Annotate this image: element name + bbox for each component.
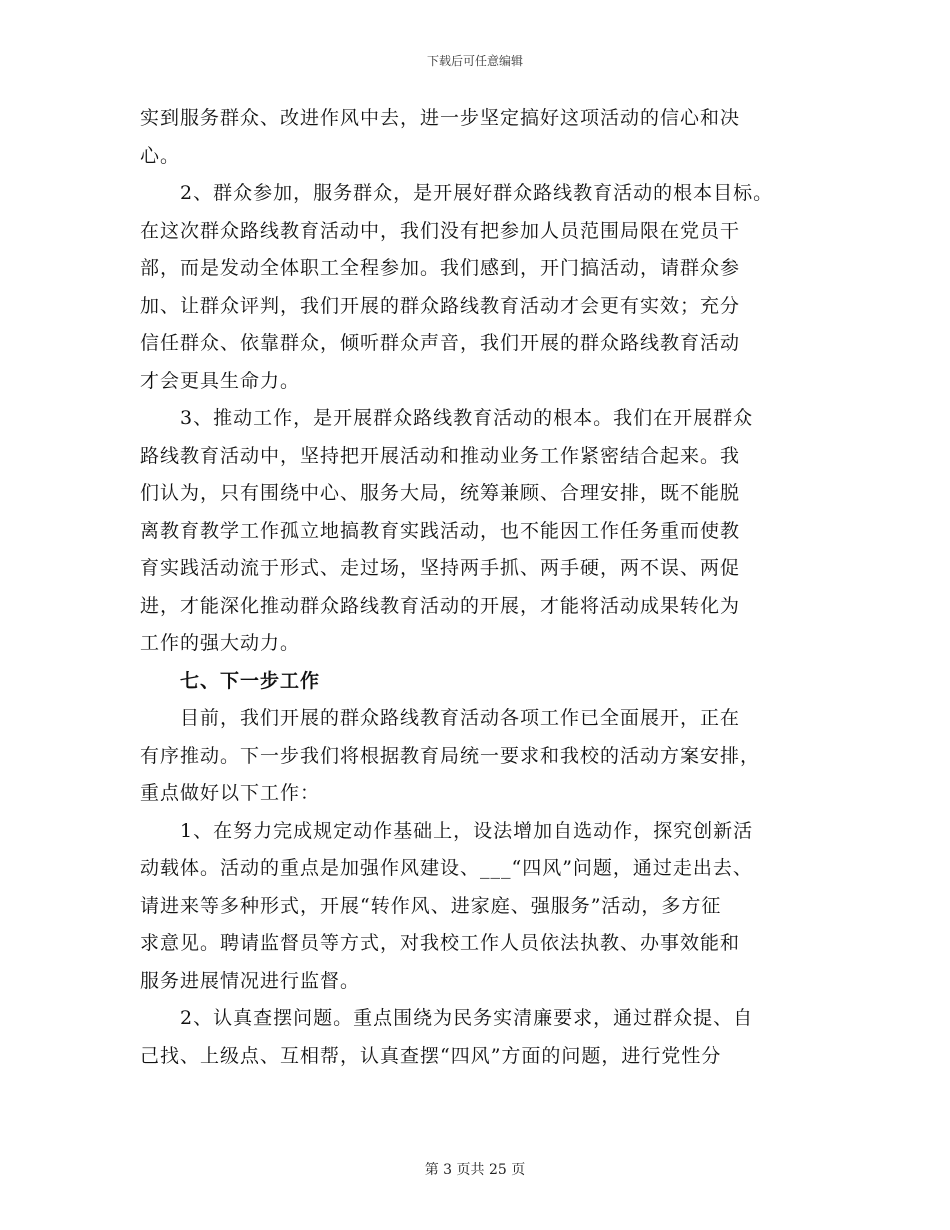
page-header: 下载后可任意编辑 bbox=[426, 54, 523, 68]
text-line: 离教育教学工作孤立地搞教育实践活动，也不能因工作任务重而使教 bbox=[140, 519, 741, 542]
document-body bbox=[140, 100, 830, 1075]
section-heading: 七、下一步工作 bbox=[180, 669, 321, 692]
paragraph-start: 目前，我们开展的群众路线教育活动各项工作已全面展开，正在 bbox=[180, 707, 741, 729]
paragraph-start: 2、认真查摆问题。重点围绕为民务实清廉要求，通过群众提、自 bbox=[180, 1007, 754, 1029]
text-line: 实到服务群众、改进作风中去，进一步坚定搞好这项活动的信心和决 bbox=[140, 107, 741, 129]
text-line: 信任群众、依靠群众，倾听群众声音，我们开展的群众路线教育活动 bbox=[140, 332, 741, 354]
text-line: 工作的强大动力。 bbox=[140, 632, 301, 654]
text-line: 育实践活动流于形式、走过场，坚持两手抓、两手硬，两不误、两促 bbox=[140, 557, 741, 579]
text-line: 心。 bbox=[140, 144, 181, 167]
text-line: 加、让群众评判，我们开展的群众路线教育活动才会更有实效；充分 bbox=[140, 294, 741, 317]
text-line: 路线教育活动中，坚持把开展活动和推动业务工作紧密结合起来。我 bbox=[140, 444, 741, 467]
text-line: 们认为，只有围绕中心、服务大局，统筹兼顾、合理安排，既不能脱 bbox=[140, 482, 741, 504]
text-line: 求意见。聘请监督员等方式，对我校工作人员依法执教、办事效能和 bbox=[140, 932, 741, 954]
page-footer: 第 3 页共 25 页 bbox=[424, 1162, 526, 1178]
paragraph-start: 1、在努力完成规定动作基础上，设法增加自选动作，探究创新活 bbox=[180, 819, 754, 842]
paragraph-start: 3、推动工作，是开展群众路线教育活动的根本。我们在开展群众 bbox=[180, 407, 754, 429]
text-line: 请进来等多种形式，开展“转作风、进家庭、强服务”活动，多方征 bbox=[140, 894, 722, 917]
text-line: 有序推动。下一步我们将根据教育局统一要求和我校的活动方案安排， bbox=[140, 744, 761, 767]
text-line: 重点做好以下工作： bbox=[140, 782, 321, 804]
text-line: 服务进展情况进行监督。 bbox=[140, 969, 361, 992]
text-line: 才会更具生命力。 bbox=[140, 369, 301, 392]
text-line: 进，才能深化推动群众路线教育活动的开展，才能将活动成果转化为 bbox=[140, 594, 741, 617]
text-line: 在这次群众路线教育活动中，我们没有把参加人员范围局限在党员干 bbox=[140, 219, 741, 242]
text-line: 动载体。活动的重点是加强作风建设、___“四风”问题，通过走出去、 bbox=[140, 857, 753, 879]
text-line: 部，而是发动全体职工全程参加。我们感到，开门搞活动，请群众参 bbox=[140, 257, 741, 279]
paragraph-start: 2、群众参加，服务群众，是开展好群众路线教育活动的根本目标。 bbox=[180, 182, 774, 204]
text-line: 己找、上级点、互相帮，认真查摆“四风”方面的问题，进行党性分 bbox=[140, 1044, 722, 1067]
